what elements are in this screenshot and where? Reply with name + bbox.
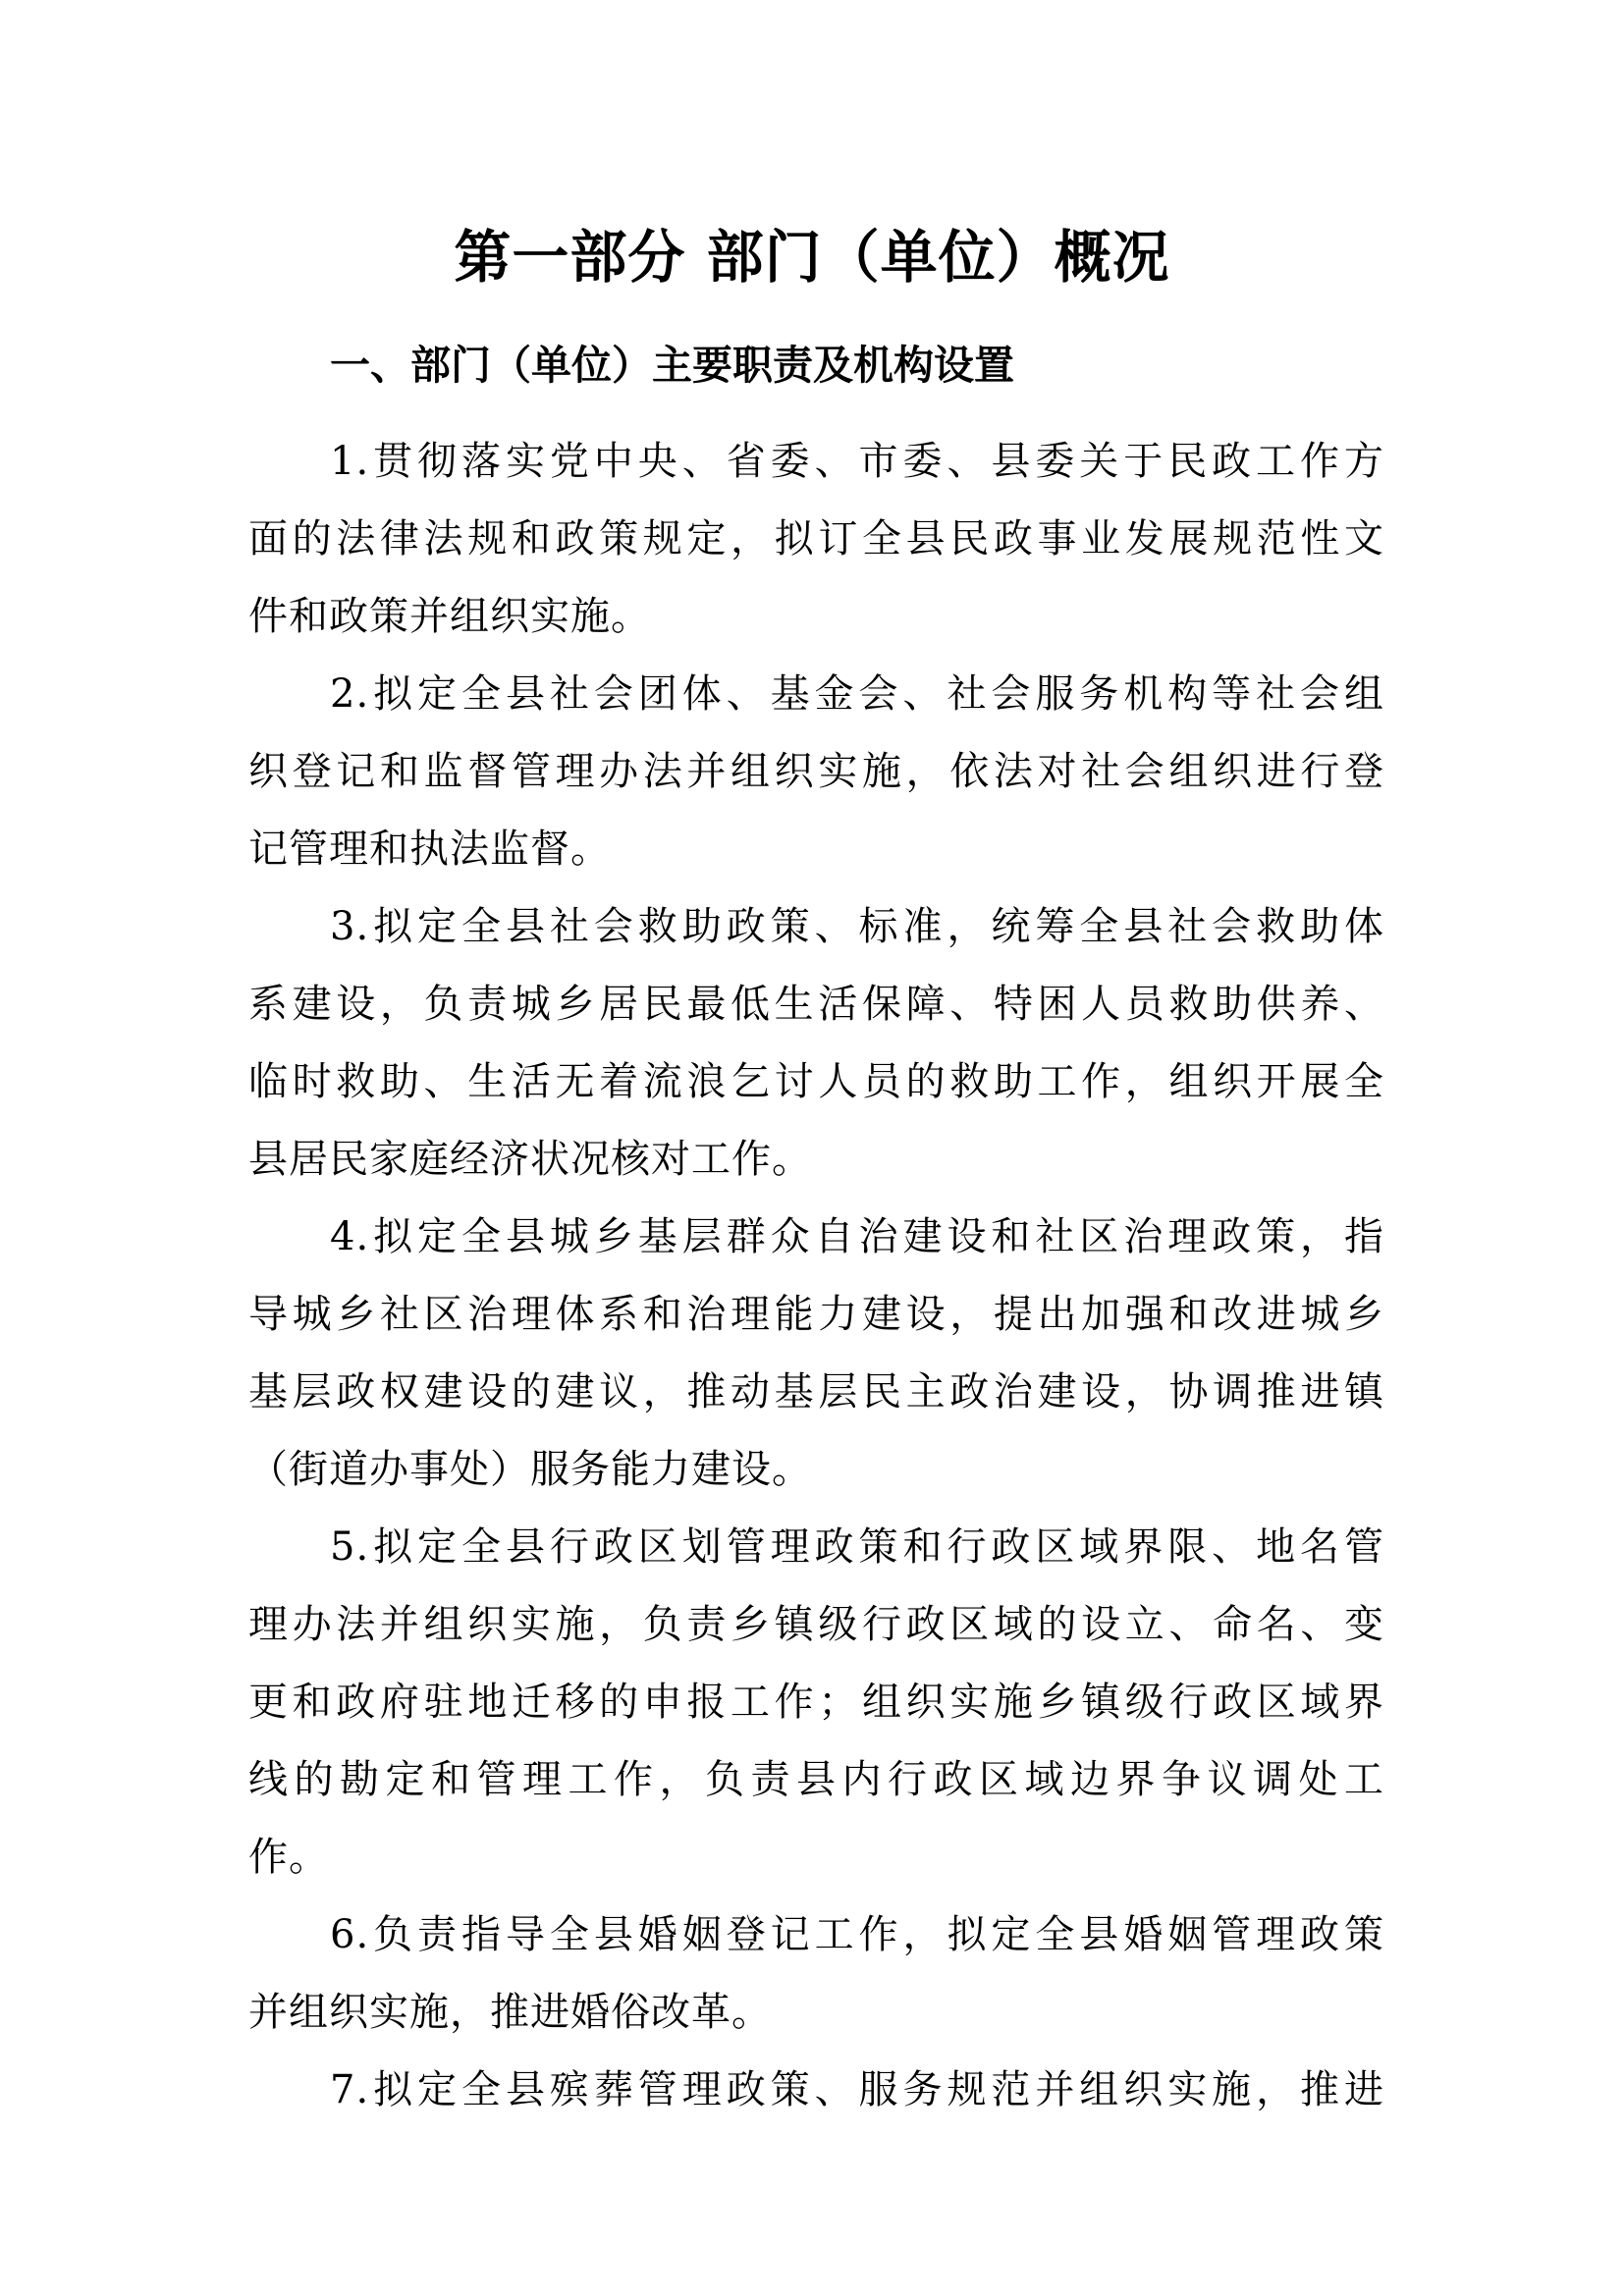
page-title: 第一部分 部门（单位）概况 — [454, 224, 1170, 291]
paragraph-line: 临时救助、生活无着流浪乞讨人员的救助工作，组织开展全 — [248, 1059, 1384, 1104]
section-heading: 一、部门（单位）主要职责及机构设置 — [330, 342, 1014, 389]
paragraph-line: 1.贯彻落实党中央、省委、市委、县委关于民政工作方 — [330, 439, 1384, 484]
paragraph-line: 更和政府驻地迁移的申报工作；组织实施乡镇级行政区域界 — [248, 1680, 1384, 1725]
paragraph-line: 并组织实施，推进婚俗改革。 — [248, 1990, 772, 2035]
paragraph-line: 作。 — [248, 1835, 329, 1880]
paragraph-line: 记管理和执法监督。 — [248, 827, 611, 872]
paragraph-line: 面的法律法规和政策规定，拟订全县民政事业发展规范性文 — [248, 516, 1384, 561]
paragraph-line: 7.拟定全县殡葬管理政策、服务规范并组织实施，推进 — [330, 2067, 1384, 2112]
paragraph-line: 基层政权建设的建议，推动基层民主政治建设，协调推进镇 — [248, 1369, 1384, 1415]
paragraph-line: 2.拟定全县社会团体、基金会、社会服务机构等社会组 — [330, 671, 1384, 717]
paragraph-line: 线的勘定和管理工作，负责县内行政区域边界争议调处工 — [248, 1757, 1384, 1802]
paragraph-line: 5.拟定全县行政区划管理政策和行政区域界限、地名管 — [330, 1524, 1384, 1570]
paragraph-line: 理办法并组织实施，负责乡镇级行政区域的设立、命名、变 — [248, 1602, 1384, 1647]
paragraph-line: 系建设，负责城乡居民最低生活保障、特困人员救助供养、 — [248, 982, 1384, 1027]
paragraph-line: 3.拟定全县社会救助政策、标准，统筹全县社会救助体 — [330, 904, 1384, 949]
paragraph-line: 导城乡社区治理体系和治理能力建设，提出加强和改进城乡 — [248, 1292, 1384, 1337]
paragraph-line: 6.负责指导全县婚姻登记工作，拟定全县婚姻管理政策 — [330, 1912, 1384, 1957]
paragraph-line: 件和政策并组织实施。 — [248, 594, 651, 639]
paragraph-line: 县居民家庭经济状况核对工作。 — [248, 1137, 812, 1182]
paragraph-line: 织登记和监督管理办法并组织实施，依法对社会组织进行登 — [248, 749, 1384, 794]
paragraph-line: 4.拟定全县城乡基层群众自治建设和社区治理政策，指 — [330, 1214, 1384, 1259]
paragraph-line: （街道办事处）服务能力建设。 — [248, 1447, 812, 1492]
